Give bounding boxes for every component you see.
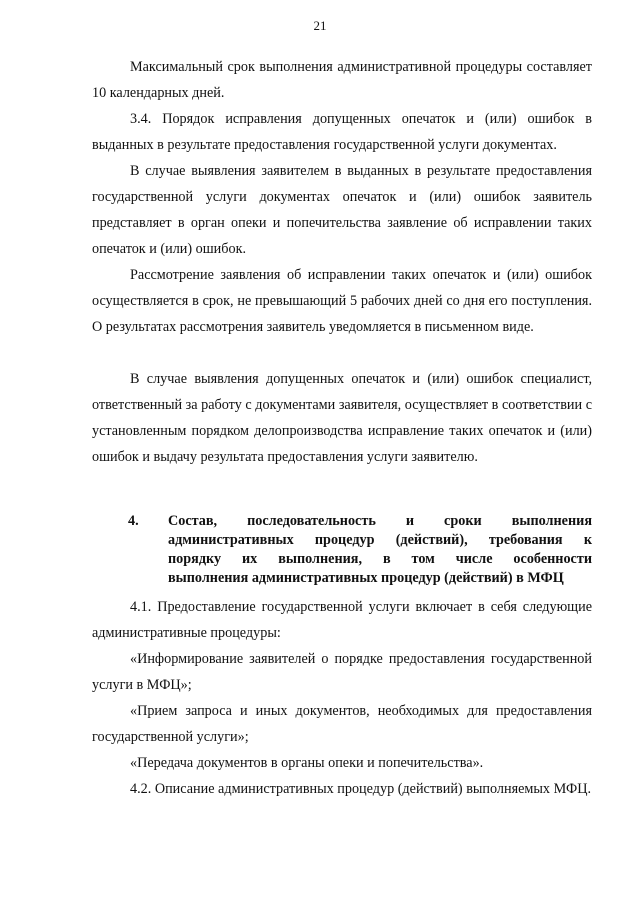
section-title-line: Состав, последовательность и сроки выполнения — [168, 513, 592, 529]
paragraph-procedure-transfer: «Передача документов в органы опеки и попечительства». — [130, 755, 484, 771]
paragraph-review-term: Рассмотрение заявления об исправлении таких опечаток и (или) ошибок осуществляется в срок, не превышающий 5 рабочих дней со дня его поступления. О результатах рассмотрения заявитель уведомляется в письменном виде. — [92, 267, 592, 335]
paragraph-4-1: 4.1. Предоставление государственной услуги включает в себя следующие административные процедуры: — [92, 599, 592, 641]
paragraph-correction: В случае выявления допущенных опечаток и (или) ошибок специалист, ответственный за работу с документами заявителя, осуществляет в соответствии с установленным порядком делопроизводства исправление таких опечаток и (или) ошибок и выдачу результата предоставления услуги заявителю. — [92, 371, 592, 465]
paragraph-error-detection: В случае выявления заявителем в выданных в результате предоставления государственной услуги документах опечаток и (или) ошибок заявитель представляет в орган опеки и попечительства заявление об исправлении таких опечаток и (или) ошибок. — [92, 163, 592, 257]
section-heading — [92, 512, 592, 588]
section-title-line: порядку их выполнения, в том числе особенности — [168, 551, 592, 567]
section-number: 4. — [128, 513, 139, 529]
paragraph-procedure-informing: «Информирование заявителей о порядке предоставления государственной услуги в МФЦ»; — [92, 651, 592, 693]
section-title-line: выполнения административных процедур (действий) в МФЦ — [168, 570, 564, 586]
section-title-line: административных процедур (действий), требования к — [168, 532, 592, 548]
paragraph-3-4: 3.4. Порядок исправления допущенных опечаток и (или) ошибок в выданных в результате предоставления государственной услуги документах. — [92, 111, 592, 153]
paragraph-max-term: Максимальный срок выполнения административной процедуры составляет 10 календарных дней. — [92, 59, 592, 101]
paragraph-4-2: 4.2. Описание административных процедур (действий) выполняемых МФЦ. — [130, 781, 592, 797]
paragraph-procedure-reception: «Прием запроса и иных документов, необходимых для предоставления государственной услуги»; — [92, 703, 592, 745]
page-number: 21 — [313, 18, 327, 33]
